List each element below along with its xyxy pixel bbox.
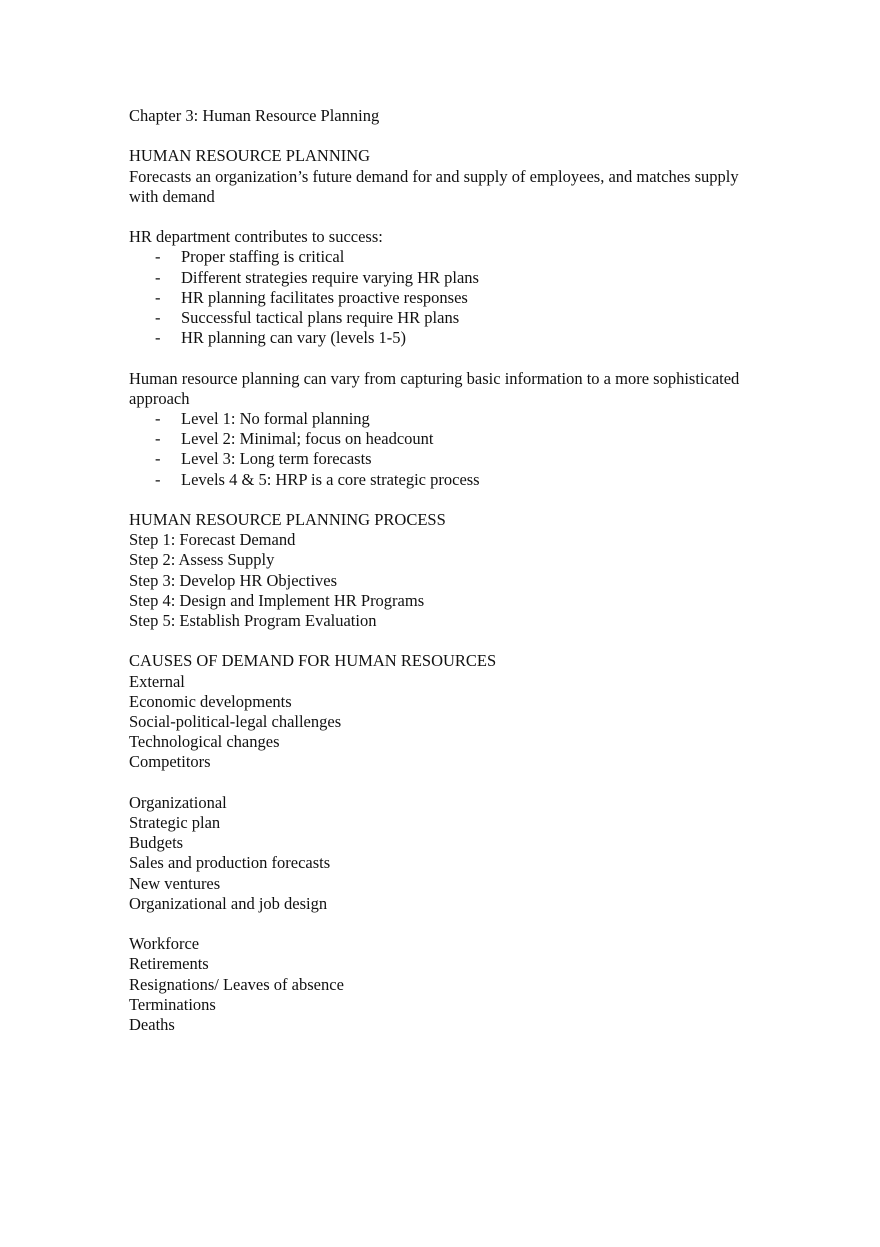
list-item: - Different strategies require varying HR plans bbox=[155, 267, 479, 287]
cause-item: Strategic plan bbox=[129, 813, 221, 833]
cause-item: Economic developments bbox=[129, 691, 292, 711]
hrp-heading: HUMAN RESOURCE PLANNING bbox=[129, 146, 371, 166]
chapter-title: Chapter 3: Human Resource Planning bbox=[129, 106, 380, 125]
cause-group-title: External bbox=[129, 671, 185, 691]
dash-bullet: - bbox=[155, 449, 161, 469]
cause-item: Organizational and job design bbox=[129, 893, 328, 913]
cause-item: Terminations bbox=[129, 994, 216, 1014]
dash-bullet: - bbox=[155, 247, 161, 267]
levels-intro: Human resource planning can vary from capturing basic information to a more sophisticated approach bbox=[129, 368, 744, 408]
list-item: - Levels 4 & 5: HRP is a core strategic process bbox=[155, 469, 480, 489]
cause-item: Competitors bbox=[129, 752, 211, 772]
list-item: - HR planning facilitates proactive responses bbox=[155, 287, 468, 307]
cause-item: New ventures bbox=[129, 873, 221, 893]
dash-bullet: - bbox=[155, 267, 161, 287]
process-step: Step 2: Assess Supply bbox=[129, 550, 275, 570]
dash-bullet: - bbox=[155, 308, 161, 327]
dash-bullet: - bbox=[155, 328, 161, 348]
list-item: - Level 3: Long term forecasts bbox=[155, 449, 372, 469]
hrp-definition: Forecasts an organization’s future demand for and supply of employees, and matches supply with demand bbox=[129, 166, 743, 206]
cause-item: Retirements bbox=[129, 954, 209, 974]
cause-item: Resignations/ Leaves of absence bbox=[129, 974, 344, 994]
list-item: - HR planning can vary (levels 1-5) bbox=[155, 328, 406, 348]
document-body bbox=[129, 106, 749, 1035]
hr-success-intro: HR department contributes to success: bbox=[129, 227, 383, 247]
list-item: - Successful tactical plans require HR plans bbox=[155, 308, 460, 327]
levels-list bbox=[129, 409, 749, 490]
list-item: - Level 2: Minimal; focus on headcount bbox=[155, 429, 434, 449]
process-step: Step 1: Forecast Demand bbox=[129, 530, 296, 550]
process-step: Step 4: Design and Implement HR Programs bbox=[129, 590, 425, 610]
list-item: - Level 1: No formal planning bbox=[155, 409, 370, 428]
cause-item: Budgets bbox=[129, 833, 184, 853]
dash-bullet: - bbox=[155, 287, 161, 307]
causes-heading: CAUSES OF DEMAND FOR HUMAN RESOURCES bbox=[129, 651, 497, 671]
dash-bullet: - bbox=[155, 469, 161, 489]
hr-success-list bbox=[129, 247, 749, 348]
process-heading: HUMAN RESOURCE PLANNING PROCESS bbox=[129, 510, 446, 529]
dash-bullet: - bbox=[155, 429, 161, 449]
cause-item: Sales and production forecasts bbox=[129, 853, 331, 873]
list-item: - Proper staffing is critical bbox=[155, 247, 345, 267]
process-step: Step 5: Establish Program Evaluation bbox=[129, 611, 377, 631]
dash-bullet: - bbox=[155, 409, 161, 428]
process-step: Step 3: Develop HR Objectives bbox=[129, 570, 338, 590]
cause-group-title: Workforce bbox=[129, 934, 200, 954]
cause-item: Deaths bbox=[129, 1015, 175, 1035]
cause-item: Technological changes bbox=[129, 732, 280, 752]
cause-item: Social-political-legal challenges bbox=[129, 712, 342, 732]
cause-group-title: Organizational bbox=[129, 792, 227, 812]
